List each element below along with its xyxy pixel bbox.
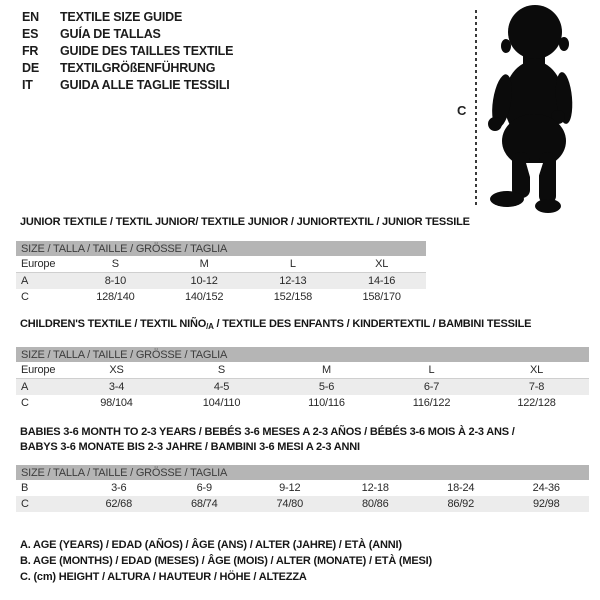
table-cell: 80/86 <box>333 496 419 512</box>
table-row <box>16 496 589 512</box>
language-row-es <box>22 26 233 43</box>
table-cell: 98/104 <box>100 397 133 409</box>
babies-table-title-line2: BABYS 3-6 MONATE BIS 2-3 JAHRE / BAMBINI 3-6 MESI A 2-3 ANNI <box>20 441 360 453</box>
table-cell: 86/92 <box>418 496 504 512</box>
table-cell: 18-24 <box>447 482 475 494</box>
baby-silhouette-icon <box>487 4 582 214</box>
table-cell: 122/128 <box>517 397 556 409</box>
language-title: TEXTILE SIZE GUIDE <box>60 10 183 24</box>
table-cell: 158/170 <box>362 291 401 303</box>
language-code: FR <box>22 44 39 58</box>
table-cell: 116/122 <box>412 397 451 409</box>
language-title: TEXTILGRÖßENFÜHRUNG <box>60 61 216 75</box>
language-row-it <box>22 77 233 94</box>
table-cell: XL <box>484 362 589 379</box>
table-cell: M <box>274 362 379 379</box>
table-cell: 10-12 <box>160 273 249 290</box>
table-cell: 3-4 <box>64 379 169 396</box>
table-cell: 6-7 <box>379 379 484 396</box>
junior-size-table <box>16 241 426 305</box>
table-row <box>16 379 589 396</box>
table-cell: 152/158 <box>273 291 313 303</box>
legend-line-a: A. AGE (YEARS) / EDAD (AÑOS) / ÂGE (ANS) / ALTER (JAHRE) / ETÀ (ANNI) <box>20 539 402 551</box>
language-title: GUIDE DES TAILLES TEXTILE <box>60 44 234 58</box>
table-cell: S <box>71 256 160 273</box>
language-row-de <box>22 60 233 77</box>
size-header-bar: SIZE / TALLA / TAILLE / GRÖSSE / TAGLIA <box>16 241 426 256</box>
table-cell: 12-13 <box>249 273 338 290</box>
title-subscript: /A <box>206 322 214 331</box>
table-cell: 7-8 <box>484 379 589 396</box>
measure-legend <box>20 537 432 585</box>
table-row <box>16 273 426 290</box>
language-row-fr <box>22 43 233 60</box>
table-row <box>16 480 589 496</box>
height-measure-line <box>475 10 477 207</box>
row-label: C <box>21 291 29 303</box>
table-row <box>16 395 589 411</box>
table-row <box>16 256 426 273</box>
language-code: DE <box>22 61 39 75</box>
table-cell: 92/98 <box>504 496 590 512</box>
row-label: C <box>21 397 29 409</box>
table-cell: 6-9 <box>196 482 212 494</box>
table-cell: XL <box>337 256 426 273</box>
language-row-en <box>22 9 233 26</box>
table-cell: 9-12 <box>279 482 301 494</box>
children-size-table <box>16 347 589 411</box>
table-cell: M <box>160 256 249 273</box>
table-cell: 8-10 <box>71 273 160 290</box>
table-cell: 110/116 <box>308 397 345 409</box>
table-cell: 128/140 <box>96 291 135 303</box>
language-code: IT <box>22 78 33 92</box>
legend-line-c: C. (cm) HEIGHT / ALTURA / HAUTEUR / HÖHE / ALTEZZA <box>20 571 307 583</box>
children-table-title <box>20 318 531 331</box>
table-cell: S <box>169 362 274 379</box>
size-header-bar: SIZE / TALLA / TAILLE / GRÖSSE / TAGLIA <box>16 347 589 362</box>
row-label: Europe <box>16 362 64 379</box>
table-cell: 68/74 <box>162 496 248 512</box>
table-row <box>16 362 589 379</box>
row-label: A <box>16 273 71 290</box>
table-cell: XS <box>64 362 169 379</box>
table-cell: 3-6 <box>111 482 127 494</box>
table-cell: 140/152 <box>184 291 224 303</box>
row-label: Europe <box>16 256 71 273</box>
title-text: CHILDREN'S TEXTILE / TEXTIL NIÑO <box>20 318 207 330</box>
babies-table-title-line1: BABIES 3-6 MONTH TO 2-3 YEARS / BEBÉS 3-6 MESES A 2-3 AÑOS / BÉBÉS 3-6 MOIS À 2-3 ANS / <box>20 426 515 438</box>
row-label: A <box>16 379 64 396</box>
row-label: C <box>16 496 76 512</box>
junior-table-title: JUNIOR TEXTILE / TEXTIL JUNIOR/ TEXTILE JUNIOR / JUNIORTEXTIL / JUNIOR TESSILE <box>20 216 470 228</box>
table-cell: L <box>249 256 338 273</box>
legend-line-b: B. AGE (MONTHS) / EDAD (MESES) / ÂGE (MOIS) / ALTER (MONATE) / ETÀ (MESI) <box>20 555 432 567</box>
row-label: B <box>21 482 29 494</box>
language-code: EN <box>22 10 39 24</box>
size-header-bar: SIZE / TALLA / TAILLE / GRÖSSE / TAGLIA <box>16 465 589 480</box>
table-cell: 74/80 <box>247 496 333 512</box>
table-cell: 24-36 <box>532 482 560 494</box>
table-row <box>16 289 426 305</box>
table-cell: 104/110 <box>202 397 241 409</box>
table-cell: 5-6 <box>274 379 379 396</box>
table-cell: L <box>379 362 484 379</box>
table-cell: 12-18 <box>361 482 389 494</box>
babies-size-table <box>16 465 589 512</box>
table-cell: 62/68 <box>76 496 162 512</box>
title-text: / TEXTILE DES ENFANTS / KINDERTEXTIL / BAMBINI TESSILE <box>213 318 532 330</box>
table-cell: 4-5 <box>169 379 274 396</box>
table-cell: 14-16 <box>337 273 426 290</box>
height-measure-label: C <box>457 103 467 118</box>
language-code: ES <box>22 27 39 41</box>
language-title: GUÍA DE TALLAS <box>60 27 161 41</box>
language-list <box>22 9 233 94</box>
language-title: GUIDA ALLE TAGLIE TESSILI <box>60 78 230 92</box>
